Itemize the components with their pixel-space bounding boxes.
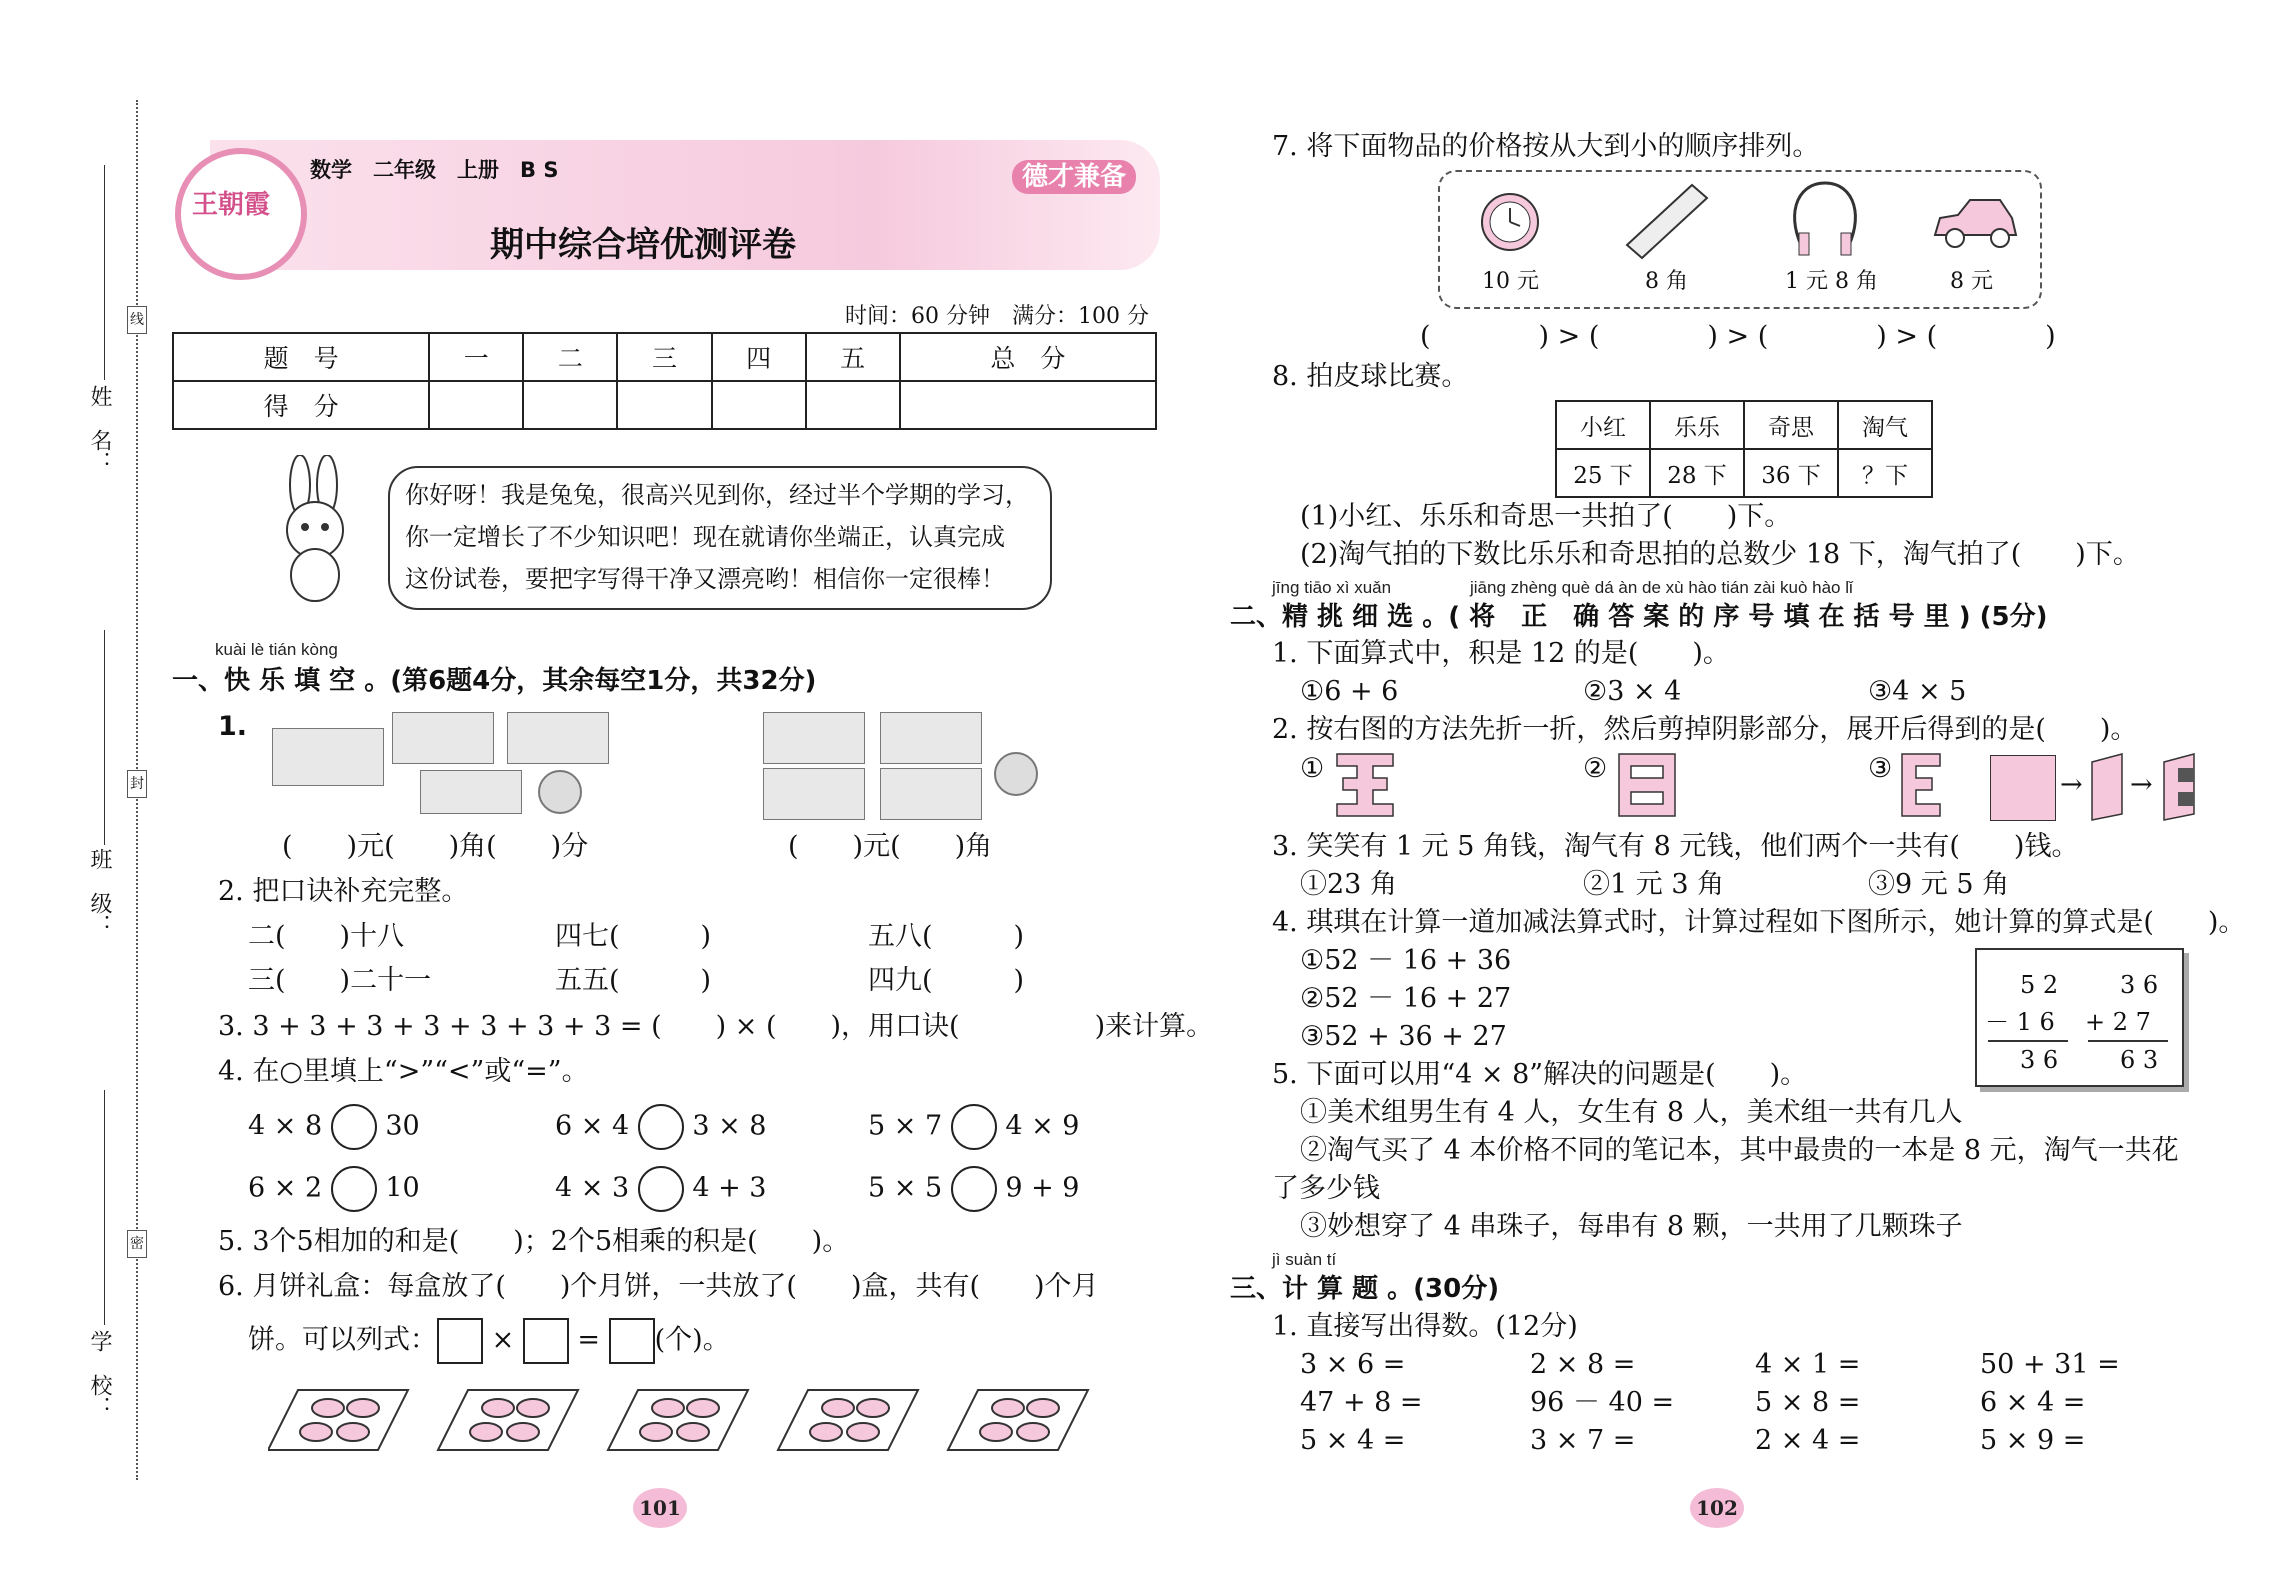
s2-q5-option-cont: 了多少钱 <box>1272 1173 1380 1204</box>
calc-line <box>2088 1040 2168 1042</box>
compare-circle[interactable] <box>331 1166 377 1212</box>
s2-q5-option[interactable]: ②淘气买了 4 本价格不同的笔记本，其中最贵的一本是 8 元，淘气一共花 <box>1300 1135 2179 1166</box>
q2-text: 2. 把口诀补充完整。 <box>218 876 469 907</box>
s2-q1-option[interactable]: ③4 × 5 <box>1868 676 1967 707</box>
toy-car-icon <box>1930 190 2020 255</box>
bubble-line: 你好呀！我是兔兔，很高兴见到你，经过半个学期的学习， <box>405 481 1029 509</box>
q8-name: 淘气 <box>1838 401 1932 449</box>
q6-text[interactable]: 6. 月饼礼盒：每盒放了( )个月饼，一共放了( )盒，共有( )个月 <box>218 1271 1099 1302</box>
section3-pinyin: jì suàn tí <box>1272 1250 1337 1269</box>
calc-item[interactable]: 5 × 8 = <box>1755 1387 1861 1418</box>
q2-item[interactable]: 四九( ) <box>868 965 1025 996</box>
q6-formula: 饼。可以列式： × = (个)。 <box>248 1318 730 1364</box>
score-label: 得 分 <box>173 381 429 429</box>
section1-title: 一、快 乐 填 空 。(第6题4分，其余每空1分，共32分) <box>172 666 817 696</box>
fold-arrow: → <box>2130 769 2153 800</box>
fold-arrow: → <box>2060 769 2083 800</box>
q1-answer-a[interactable]: ( )元( )角( )分 <box>282 831 589 862</box>
s2-q2-option[interactable]: ① <box>1300 753 1325 784</box>
q4-text: 4. 在○里填上“>”“<”或“=”。 <box>218 1056 589 1087</box>
s2-q2-option[interactable]: ③ <box>1868 753 1893 784</box>
calc-minus: － 1 6 <box>1985 1008 2055 1036</box>
bill-10yuan <box>272 728 384 786</box>
score-cell[interactable] <box>900 381 1156 429</box>
bubble-line: 你一定增长了不少知识吧！现在就请你坐端正，认真完成 <box>405 523 1005 551</box>
s2-q3[interactable]: 3. 笑笑有 1 元 5 角钱，淘气有 8 元钱，他们两个一共有( )钱。 <box>1272 831 2079 862</box>
section3-title: 三、计 算 题 。(30分) <box>1230 1274 1500 1304</box>
calc-result: 6 3 <box>2120 1046 2159 1074</box>
q8-sub-b[interactable]: (2)淘气拍的下数比乐乐和奇思拍的总数少 18 下，淘气拍了( )下。 <box>1300 539 2140 570</box>
calc-plus: + 2 7 <box>2085 1008 2151 1036</box>
q2-item[interactable]: 五八( ) <box>868 921 1025 952</box>
calc-item[interactable]: 2 × 4 = <box>1755 1425 1861 1456</box>
section1-pinyin: kuài lè tián kòng <box>215 640 338 659</box>
rabbit-illustration <box>265 455 365 605</box>
q8-name: 奇思 <box>1744 401 1838 449</box>
calc-item[interactable]: 5 × 9 = <box>1980 1425 2086 1456</box>
q2-item[interactable]: 五五( ) <box>555 965 712 996</box>
s2-q1[interactable]: 1. 下面算式中，积是 12 的是( )。 <box>1272 638 1730 669</box>
s2-q3-option[interactable]: ①23 角 <box>1300 869 1397 900</box>
bill-5yuan <box>880 712 982 764</box>
cut-shape-2 <box>1617 752 1677 818</box>
score-cell[interactable] <box>617 381 711 429</box>
folded-paper <box>2088 752 2128 822</box>
seal-label-line: 线 <box>127 306 147 334</box>
s3-q1: 1. 直接写出得数。(12分) <box>1272 1311 1578 1342</box>
header-subtitle: 数学 二年级 上册 B S <box>310 158 559 182</box>
s2-q5[interactable]: 5. 下面可以用“4 × 8”解决的问题是( )。 <box>1272 1059 1808 1090</box>
calc-item[interactable]: 47 + 8 = <box>1300 1387 1423 1418</box>
score-head: 总 分 <box>900 333 1156 381</box>
q4-compare: 4 × 3 4 + 3 <box>555 1166 767 1212</box>
q7-price: 10 元 <box>1482 269 1539 294</box>
seal-label-secret: 密 <box>127 1230 147 1258</box>
section2-pinyin: jiāng zhèng què dá àn de xù hào tián zài kuò hào lǐ <box>1470 578 1853 597</box>
bill-5yuan <box>392 712 494 764</box>
compare-circle[interactable] <box>638 1166 684 1212</box>
calc-top: 5 2 <box>2020 971 2059 999</box>
s2-q4-option[interactable]: ②52 － 16 + 27 <box>1300 983 1512 1014</box>
q8-count: 25 下 <box>1556 449 1650 497</box>
calc-item[interactable]: 3 × 7 = <box>1530 1425 1636 1456</box>
calc-item[interactable]: 4 × 1 = <box>1755 1349 1861 1380</box>
page-number-left: 101 <box>633 1488 687 1528</box>
calc-line <box>1988 1040 2068 1042</box>
q8-text: 8. 拍皮球比赛。 <box>1272 361 1469 392</box>
section2-title: 二、精 挑 细 选 。( 将 正 确 答 案 的 序 号 填 在 括 号 里 ) (5分) <box>1230 602 2048 632</box>
score-cell[interactable] <box>523 381 617 429</box>
score-cell[interactable] <box>712 381 806 429</box>
s2-q4[interactable]: 4. 琪琪在计算一道加减法算式时，计算过程如下图所示，她计算的算式是( )。 <box>1272 907 2246 938</box>
s2-q5-option[interactable]: ①美术组男生有 4 人，女生有 8 人，美术组一共有几人 <box>1300 1097 1963 1128</box>
q2-item[interactable]: 二( )十八 <box>248 921 405 952</box>
q8-sub-a[interactable]: (1)小红、乐乐和奇思一共拍了( )下。 <box>1300 501 1792 532</box>
q8-count: 28 下 <box>1650 449 1744 497</box>
skipping-rope-icon <box>1785 178 1865 258</box>
compare-circle[interactable] <box>638 1104 684 1150</box>
s2-q2-option[interactable]: ② <box>1583 753 1608 784</box>
name-underline[interactable] <box>104 165 105 380</box>
cut-shape-1 <box>1335 752 1395 818</box>
cut-shape-3 <box>1900 752 1942 818</box>
score-cell[interactable] <box>806 381 900 429</box>
coin <box>538 770 582 814</box>
s2-q4-option[interactable]: ①52 － 16 + 36 <box>1300 945 1512 976</box>
school-underline[interactable] <box>104 1090 105 1325</box>
logo-text: 王朝霞 <box>192 190 271 220</box>
calc-item[interactable]: 96 － 40 = <box>1530 1387 1675 1418</box>
page-number-right: 102 <box>1690 1488 1744 1528</box>
section2-pinyin: jīng tiāo xì xuǎn <box>1272 578 1392 597</box>
q8-name: 小红 <box>1556 401 1650 449</box>
calc-item[interactable]: 6 × 4 = <box>1980 1387 2086 1418</box>
q7-price: 1 元 8 角 <box>1785 269 1878 294</box>
score-head: 三 <box>617 333 711 381</box>
q8-count: 36 下 <box>1744 449 1838 497</box>
seal-label-seal: 封 <box>127 770 147 798</box>
compare-circle[interactable] <box>951 1166 997 1212</box>
score-head: 四 <box>712 333 806 381</box>
bill-20yuan <box>763 712 865 764</box>
q7-price: 8 角 <box>1645 269 1688 294</box>
q4-compare: 6 × 4 3 × 8 <box>555 1104 767 1150</box>
answer-box[interactable] <box>609 1318 655 1364</box>
score-head: 题 号 <box>173 333 429 381</box>
q5-text[interactable]: 5. 3个5相加的和是( )；2个5相乘的积是( )。 <box>218 1226 850 1257</box>
calc-top2: 3 6 <box>2120 971 2159 999</box>
header-badge: 德才兼备 <box>1012 160 1136 194</box>
fold-paper <box>1990 755 2056 821</box>
q4-compare: 5 × 5 9 + 9 <box>868 1166 1080 1212</box>
q2-item[interactable]: 三( )二十一 <box>248 965 432 996</box>
score-head: 五 <box>806 333 900 381</box>
s2-q1-option[interactable]: ①6 + 6 <box>1300 676 1399 707</box>
mooncake-boxes <box>268 1380 1128 1460</box>
s2-q3-option[interactable]: ②1 元 3 角 <box>1583 869 1725 900</box>
s2-q5-option[interactable]: ③妙想穿了 4 串珠子，每串有 8 颗，一共用了几颗珠子 <box>1300 1211 1963 1242</box>
q1-answer-b[interactable]: ( )元( )角 <box>788 831 993 862</box>
s2-q3-option[interactable]: ③9 元 5 角 <box>1868 869 2010 900</box>
answer-box[interactable] <box>437 1318 483 1364</box>
bill-5yuan <box>880 768 982 820</box>
answer-box[interactable] <box>523 1318 569 1364</box>
bill-5yuan <box>763 768 865 820</box>
q4-compare: 5 × 7 4 × 9 <box>868 1104 1080 1150</box>
score-table <box>172 332 1157 430</box>
class-underline[interactable] <box>104 630 105 845</box>
class-label: 班 级： <box>87 848 112 936</box>
s2-q4-option[interactable]: ③52 + 36 + 27 <box>1300 1021 1507 1052</box>
q7-price: 8 元 <box>1950 269 1993 294</box>
cut-paper <box>2160 752 2200 822</box>
alarm-clock-icon <box>1475 178 1545 258</box>
q8-table <box>1555 400 1933 498</box>
score-head: 二 <box>523 333 617 381</box>
q4-compare: 6 × 2 10 <box>248 1166 420 1212</box>
school-label: 学 校： <box>87 1330 112 1418</box>
name-label: 姓 名： <box>87 385 112 473</box>
q7-text: 7. 将下面物品的价格按从大到小的顺序排列。 <box>1272 131 1820 162</box>
compare-circle[interactable] <box>951 1104 997 1150</box>
calc-item[interactable]: 2 × 8 = <box>1530 1349 1636 1380</box>
q1-number: 1. <box>218 711 248 742</box>
calc-item[interactable]: 5 × 4 = <box>1300 1425 1406 1456</box>
bubble-line: 这份试卷，要把字写得干净又漂亮哟！相信你一定很棒！ <box>405 565 1005 593</box>
score-head: 一 <box>429 333 523 381</box>
compare-circle[interactable] <box>331 1104 377 1150</box>
calc-result: 3 6 <box>2020 1046 2059 1074</box>
q2-item[interactable]: 四七( ) <box>555 921 712 952</box>
calc-item[interactable]: 50 + 31 = <box>1980 1349 2120 1380</box>
q8-count: ？下 <box>1838 449 1932 497</box>
q7-answer[interactable]: ( ) > ( ) > ( ) > ( ) <box>1420 321 2056 352</box>
q3-text[interactable]: 3. 3 + 3 + 3 + 3 + 3 + 3 + 3 = ( ) × ( )，用口诀( )来计算。 <box>218 1011 1214 1042</box>
ruler-icon <box>1622 180 1712 260</box>
coin <box>994 752 1038 796</box>
calc-item[interactable]: 3 × 6 = <box>1300 1349 1406 1380</box>
bill-5yuan <box>507 712 609 764</box>
q4-compare: 4 × 8 30 <box>248 1104 420 1150</box>
s2-q1-option[interactable]: ②3 × 4 <box>1583 676 1682 707</box>
q8-name: 乐乐 <box>1650 401 1744 449</box>
time-info: 时间：60 分钟 满分：100 分 <box>845 304 1149 329</box>
page-title: 期中综合培优测评卷 <box>490 225 796 265</box>
s2-q2[interactable]: 2. 按右图的方法先折一折，然后剪掉阴影部分，展开后得到的是( )。 <box>1272 714 2138 745</box>
bill-1jiao <box>420 770 522 814</box>
score-cell[interactable] <box>429 381 523 429</box>
